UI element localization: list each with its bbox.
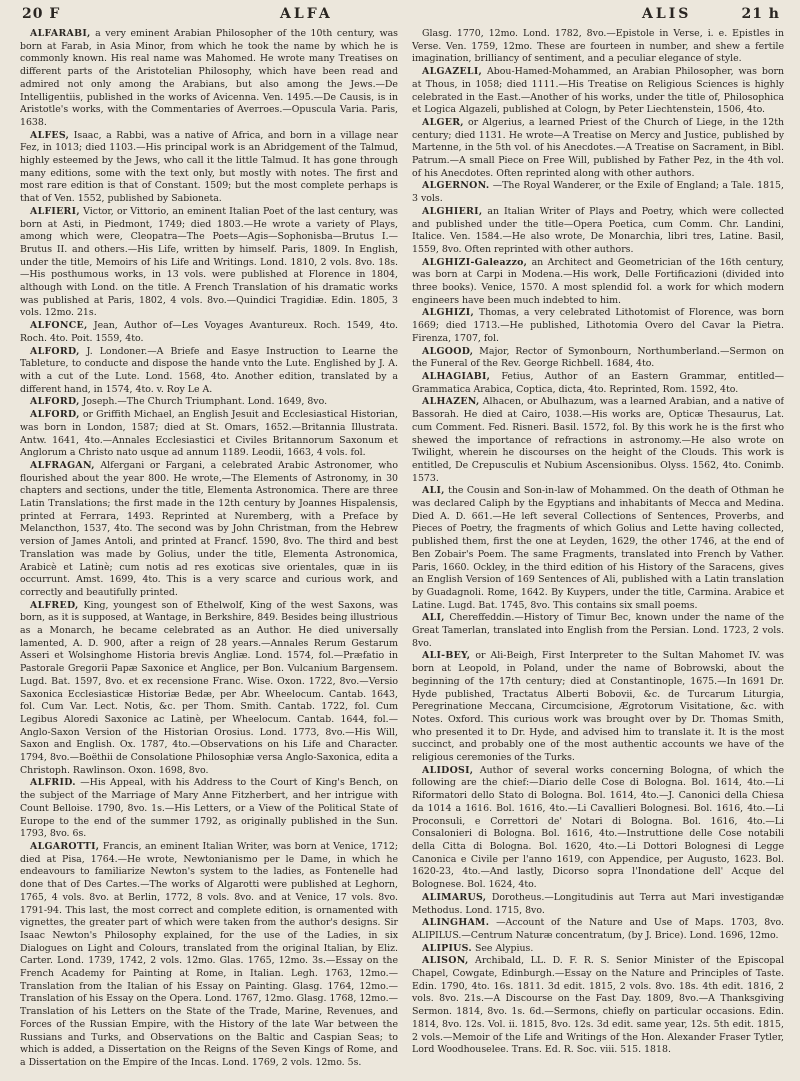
entry-text: Chereffeddin.—History of Timur Bec, known under the name of the Great Tamerlan, translated into English from the Persian. Lond. 1723, 2 vols. 8vo. xyxy=(412,612,784,649)
dictionary-entry xyxy=(412,66,784,117)
entry-headword: ALGER, xyxy=(422,116,464,128)
dictionary-entry xyxy=(412,206,784,257)
dictionary-entry xyxy=(20,320,398,345)
dictionary-entry xyxy=(20,206,398,320)
entry-headword: ALGAROTTI, xyxy=(30,841,100,852)
entry-text: or Algerius, a learned Priest of the Church of Liege, in the 12th century; died 1131. He wrote—A Treatise on Mercy and Justice, published by Martenne, in the 5th vol. of his Anecdotes.—A Treatise on Sacrament, in Bibl. Patrum.—A small Piece on Free Will, published by Father Pez, in the 4th vol. of his Anecdotes. Often reprinted along with other authors. xyxy=(412,116,784,179)
dictionary-entry xyxy=(20,841,398,1070)
entry-text: Jean, Author of—Les Voyages Avantureux. Roch. 1549, 4to. Roch. 4to. Poit. 1559, 4to. xyxy=(20,320,398,344)
entry-headword: ALFORD, xyxy=(30,396,80,408)
entry-headword: ALFORD, xyxy=(30,409,80,421)
entry-headword: ALFARABI, xyxy=(30,28,91,39)
entry-headword: ALGHIZI, xyxy=(422,307,475,319)
dictionary-entry xyxy=(412,943,784,956)
right-column xyxy=(412,28,784,1073)
entry-text: Archibald, LL. D. F. R. S. Senior Minister of the Episcopal Chapel, Cowgate, Edinburgh.—Essay on the Nature and Principles of Taste. Edin. 1790, 4to. 16s. 1811. 3d edit. 1815, 2 vols. 8vo. 18s. 4th edit. 1816, 2 vols. 8vo. 21s.—A Discourse on the Fast Day. 1809, 8vo.—A Thanksgiving Sermon. 1814, 8vo. 1s. 6d.—Sermons, chiefly on particular occasions. Edin. 1814, 8vo. 12s. Vol. ii. 1815, 8vo. 12s. 3d edit. same year, 12s. 5th edit. 1815, 2 vols.—Memoir of the Life and Writings of the Hon. Alexander Fraser Tytler, Lord Woodhouselee. Trans. Ed. R. Soc. viii. 515. 1818. xyxy=(412,955,784,1056)
entry-headword: ALGAZELI, xyxy=(422,66,483,78)
entry-text: King, youngest son of Ethelwolf, King of the west Saxons, was born, as it is supposed, at Wantage, in Berkshire, 849. Besides being illustrious as a Monarch, he became celebrated as an Author. He died universally lamented, A. D. 900, after a reign of 28 years.—Annales Rerum Gestarum Asseri et Wolsinghome Historia brevis Angliæ. Lond. 1574, fol.—Præfatio in Pastorale Gregorii Papæ Saxonice et Anglice, per Bon. Vulcanium Bargensem. Lugd. Bat. 1597, 8vo. et ex recensione Franc. Wise. Oxon. 1722, 8vo.—Versio Saxonica Ecclesiasticæ Historiæ Bedæ, per Abr. Wheelocum. Cantab. 1643, fol. Cum Var. Lect. Notis, &c. per Thom. Smith. Cantab. 1722, fol. Cum Legibus Aloredi Saxonice ac Latinè, per Wheelocum. Cantab. 1644, fol.—Anglo-Saxon Version of the Historian Orosius. Lond. 1773, 8vo.—His Will, Saxon and English. Ox. 1787, 4to.—Observations on his Life and Character. 1794, 8vo.—Boëthii de Consolatione Philosophiæ versa Anglo-Saxonica, edita a Christoph. Rawlinson. Oxon. 1698, 8vo. xyxy=(20,599,398,776)
entry-text: —The Royal Wanderer, or the Exile of England; a Tale. 1815, 3 vols. xyxy=(412,180,784,205)
dictionary-entry xyxy=(20,28,398,130)
dictionary-entry xyxy=(412,28,784,66)
entry-headword: ALFES, xyxy=(30,129,70,141)
dictionary-entry xyxy=(20,396,398,409)
entry-text: an Italian Writer of Plays and Poetry, which were collected and published under the title—Opera Poetica, cum Comm. Chr. Landini, Italice. Ven. 1584.—He also wrote, De Monarchia, libri tres, Latine. Basil, 1559, 8vo. Often reprinted with other authors. xyxy=(412,205,784,255)
running-title-right: ALIS xyxy=(642,6,692,22)
entry-headword: ALFRED, xyxy=(30,599,79,611)
entry-text: or Ali-Beigh, First Interpreter to the Sultan Mahomet IV. was born at Leopold, in Poland, under the name of Bobrowski, about the beginning of the 17th century; died at Constantinople, 1675.—In 1691 Dr. Hyde published, Tractatus Alberti Bobovii, &c. de Turcarum Liturgia, Peregrinatione Meccana, Circumcisione, Ægrotorum Visitatione, &c. with Notes. Oxford. This curious work was brought over by Dr. Thomas Smith, who presented it to Dr. Hyde, and advised him to translate it. It is the most succinct, and probably one of the most authentic accounts we have of the religious ceremonies of the Turks. xyxy=(412,650,784,764)
dictionary-entry xyxy=(412,117,784,181)
entry-text: the Cousin and Son-in-law of Mohammed. On the death of Othman he was declared Caliph by the Egyptians and inhabitants of Mecca and Medina. Died A. D. 661.—He left several Collections of Sentences, Proverbs, and Pieces of Poetry, the fragments of which Golius and Lette having collected, published them, first the one at Leyden, 1629, the other 1746, at the end of Ben Zobair's Poem. The same Fragments, translated into French by Vather. Paris, 1660. Ockley, in the third edition of his History of the Saracens, gives an English Version of 169 Sentences of Ali, published with a Latin translation by Guadagnoli. Rome, 1642. By Kuypers, under the title, Carmina. Arabice et Latine. Lugd. Bat. 1745, 8vo. This contains six small poems. xyxy=(412,485,784,611)
entry-headword: ALFRID. xyxy=(30,777,76,789)
dictionary-entry xyxy=(412,650,784,764)
entry-text: —His Appeal, with his Address to the Court of King's Bench, on the subject of the Marriage of Mary Anne Fitzherbert, and her intrigue with Count Belloise. 1790, 8vo. 1s.—His Letters, or a View of the Political State of Europe to the end of the summer 1792, as originally published in the Sun. 1793, 8vo. 6s. xyxy=(20,777,398,840)
entry-text: Author of several works concerning Bologna, of which the following are the chief:—Diario delle Cose di Bologna. Bol. 1614, 4to.—Li Riformatori dello Stato di Bologna. Bol. 1614, 4to.—J. Canonici della Chiesa da 1014 a 1616. Bol. 1616, 4to.—Li Cavallieri Bolognesi. Bol. 1616, 4to.—Li Proconsuli, e Correttori de' Notari di Bologna. Bol. 1616, 4to.—Li Consalonieri di Bologna. Bol. 1616, 4to.—Instruttione delle Cose notabili della Citta di Bologna. Bol. 1620, 4to.—Li Dottori Bolognesi di Legge Canonica e Civile per l'anno 1619, con Appendice, per Augusto, 1623. Bol. 1620-23, 4to.—And lastly, Dicorso sopra l'Inondatione dell' Acque del Bolognese. Bol. 1624, 4to. xyxy=(412,764,784,891)
entry-text: Francis, an eminent Italian Writer, was born at Venice, 1712; died at Pisa, 1764.—He wrote, Newtonianismo per le Dame, in which he endeavours to familiarize Newton's system to the ladies, as Fontenelle had done that of Des Cartes.—The works of Algarotti were published at Leghorn, 1765, 4 vols. 8vo. at Berlin, 1772, 8 vols. 8vo. and at Venice, 17 vols. 8vo. 1791-94. This last, the most correct and complete edition, is ornamented with vignettes, the greater part of which were taken from the author's designs. Sir Isaac Newton's Philosophy explained, for the use of the Ladies, in six Dialogues on Light and Colours, translated from the original Italian, by Eliz. Carter. Lond. 1739, 1742, 2 vols. 12mo. Glas. 1765, 12mo. 3s.—Essay on the French Academy for Painting at Rome, in Italian. Legh. 1763, 12mo.—Translation from the Italian of his Essay on Painting. Glasg. 1764, 12mo.—Translation of his Essay on the Opera. Lond. 1767, 12mo. Glasg. 1768, 12mo.—Translation of his Letters on the State of the Trade, Marine, Revenues, and Forces of the Russian Empire, with the History of the late War between the Russians and Turks, and Observations on the Baltic and Caspian Seas; to which is added, a Dissertation on the Reigns of the Seven Kings of Rome, and a Dissertation on the Empire of the Incas. Lond. 1769, 2 vols. 12mo. 5s. xyxy=(20,841,398,1068)
entry-text: —Account of the Nature and Use of Maps. 1703, 8vo. ALIPILUS.—Centrum Naturæ concentratum, (by J. Brice). Lond. 1696, 12mo. xyxy=(412,917,784,941)
entry-text: Fetius, Author of an Eastern Grammar, entitled—Grammatica Arabica, Coptica, dicta, 4to. Reprinted, Rom. 1592, 4to. xyxy=(412,370,784,395)
entry-headword: ALGHIERI, xyxy=(422,205,483,217)
page-number-left: 20 F xyxy=(22,6,61,22)
dictionary-entry xyxy=(412,765,784,892)
entry-headword: ALIDOSI, xyxy=(422,764,474,776)
dictionary-entry xyxy=(20,600,398,778)
dictionary-entry xyxy=(20,346,398,397)
running-title-left: ALFA xyxy=(280,6,333,22)
entry-text: Alhacen, or Abulhazum, was a learned Arabian, and a native of Bassorah. He died at Cairo, 1038.—His works are, Opticæ Thesaurus, Lat. cum Comment. Fed. Risneri. Basil. 1572, fol. By this work he is the first who shewed the importance of refractions in astronomy.—He also wrote on Twilight, wherein he discourses on the height of the Clouds. This work is entitled, De Crepusculis et Nubium Ascensionibus. Olyss. 1562, 4to. Conimb. 1573. xyxy=(412,396,784,484)
dictionary-entry xyxy=(20,460,398,600)
entry-headword: ALINGHAM. xyxy=(422,917,490,929)
entry-text: Major, Rector of Symonbourn, Northumberland.—Sermon on the Funeral of the Rev. George Richbell. 1684, 4to. xyxy=(412,345,784,370)
entry-headword: ALHAGIABI, xyxy=(422,370,491,382)
dictionary-entry xyxy=(412,371,784,396)
entry-text: Abou-Hamed-Mohammed, an Arabian Philosopher, was born at Thous, in 1058; died 1111.—His Treatise on Religious Sciences is highly celebrated in the East.—Another of his works, under the title of, Philosophica et Logica Algazeli, published at Cologn, by Peter Liechtenstein, 1506, 4to. xyxy=(412,66,784,116)
dictionary-entry xyxy=(412,307,784,345)
entry-text: Alfergani or Fargani, a celebrated Arabic Astronomer, who flourished about the year 800. He wrote,—The Elements of Astronomy, in 30 chapters and sections, under the title, Elementa Astronomica. There are three Latin Translations; the first made in the 12th century by Joannes Hispalensis, printed at Ferrara, 1493. Reprinted at Nuremberg, with a Preface by Melancthon, 1537, 4to. The second was by John Christman, from the Hebrew version of James Antoli, and printed at Francf. 1590, 8vo. The third and best Translation was made by Golius, under the title, Elementa Astronomica, Arabicè et Latinè; cum notis ad res exoticas sive orientales, quæ in iis occurrunt. Amst. 1699, 4to. This is a very scarce and curious work, and correctly and beautifully printed. xyxy=(20,459,398,598)
entry-text: Glasg. 1770, 12mo. Lond. 1782, 8vo.—Epistole in Verse, i. e. Epistles in Verse. Ven. 1759, 12mo. These are fourteen in number, and shew a fertile imagination, brilliancy of sentiment, and a peculiar elegance of style. xyxy=(412,28,784,65)
entry-headword: ALFORD, xyxy=(30,345,80,357)
entry-headword: ALIMARUS, xyxy=(422,891,487,903)
dictionary-entry xyxy=(20,130,398,206)
dictionary-entry xyxy=(412,612,784,650)
entry-headword: ALGOOD, xyxy=(422,345,474,357)
entry-text: an Architect and Geometrician of the 16th century, was born at Carpi in Modena.—His work, Delle Fortificazioni (divided into three books). Venice, 1570. A most splendid fol. a work for which modern engineers have been much indebted to him. xyxy=(412,256,784,306)
page-number-right: 21 h xyxy=(741,6,780,22)
left-column xyxy=(20,28,398,1073)
entry-text: a very eminent Arabian Philosopher of the 10th century, was born at Farab, in Asia Minor, from which he took the name by which he is commonly known. His real name was Mahomed. He wrote many Treatises on different parts of the Aristotelian Philosophy, which have been read and admired not only among the Arabians, but also among the Jews.—De Intelligentiis, published in the works of Avicenna. Ven. 1495.—De Causis, is in Aristotle's works, with the Commentaries of Averroes.—Opuscula Varia. Paris, 1638. xyxy=(20,28,398,128)
entry-text: Dorotheus.—Longitudinis aut Terra aut Mari investigandæ Methodus. Lond. 1715, 8vo. xyxy=(412,891,784,916)
entry-text: Victor, or Vittorio, an eminent Italian Poet of the last century, was born at Asti, in Piedmont, 1749; died 1803.—He wrote a variety of Plays, among which were, Cleopatra—The Poets—Agis—Sophonisba—Brutus I.—Brutus II. and others.—His Life, written by himself. Paris, 1809. In English, under the title, Memoirs of his Life and Writings. Lond. 1810, 2 vols. 8vo. 18s.—His posthumous works, in 13 vols. were published at Florence in 1804, although with Lond. on the title. A French Translation of his dramatic works was published at Paris, 1802, 4 vols. 8vo.—Quindici Tragidiæ. Edin. 1805, 3 vols. 12mo. 21s. xyxy=(20,205,398,319)
entry-headword: ALGERNON. xyxy=(422,180,490,192)
entry-headword: ALI-BEY, xyxy=(422,650,471,662)
entry-headword: ALI, xyxy=(422,612,445,624)
dictionary-entry xyxy=(20,409,398,460)
entry-text: Isaac, a Rabbi, was a native of Africa, and born in a village near Fez, in 1013; died 1103.—His principal work is an Abridgement of the Talmud, highly esteemed by the Jews, who call it the little Talmud. It has gone through many editions, some with the text only, but mostly with notes. The first and most rare edition is that of Constant. 1509; but the most complete perhaps is that of Ven. 1552, published by Sabioneta. xyxy=(20,129,398,205)
entry-headword: ALFONCE, xyxy=(30,320,88,332)
dictionary-entry xyxy=(412,485,784,612)
entry-headword: ALFRAGAN, xyxy=(30,459,95,471)
entry-headword: ALGHIZI-Galeazzo, xyxy=(422,256,528,268)
dictionary-entry xyxy=(412,180,784,205)
dictionary-entry xyxy=(412,346,784,371)
entry-text: Thomas, a very celebrated Lithotomist of Florence, was born 1669; died 1713.—He published, Lithotomia Overo del Cavar la Pietra. Firenza, 1707, fol. xyxy=(412,307,784,344)
entry-text: J. Londoner.—A Briefe and Easye Instruction to Learne the Tableture, to conducte and dispose the hande vnto the Lute. Englished by J. A. with a cut of the Lute. Lond. 1568, 4to. Another edition, translated by a different hand, in 1574, 4to. v. Roy Le A. xyxy=(20,345,398,395)
entry-text: See Alypius. xyxy=(474,942,534,954)
entry-headword: ALISON, xyxy=(422,955,469,967)
dictionary-entry xyxy=(20,777,398,841)
dictionary-entry xyxy=(412,917,784,942)
entry-headword: ALFIERI, xyxy=(30,205,80,217)
dictionary-entry xyxy=(412,955,784,1057)
entry-text: or Griffith Michael, an English Jesuit and Ecclesiastical Historian, was born in London, 1587; died at St. Omars, 1652.—Britannia Illustrata. Antw. 1641, 4to.—Annales Ecclesiastici et Civiles Britannorum Saxonum et Anglorum a Christo nato usque ad annum 1189. Leodii, 1663, 4 vols. fol. xyxy=(20,409,398,459)
running-head xyxy=(22,6,780,26)
entry-headword: ALIPIUS. xyxy=(422,942,472,954)
entry-headword: ALHAZEN, xyxy=(422,396,480,408)
dictionary-entry xyxy=(412,257,784,308)
entry-headword: ALI, xyxy=(422,485,445,497)
dictionary-entry xyxy=(412,892,784,917)
entry-text: Joseph.—The Church Triumphant. Lond. 1649, 8vo. xyxy=(82,396,328,408)
dictionary-entry xyxy=(412,396,784,485)
